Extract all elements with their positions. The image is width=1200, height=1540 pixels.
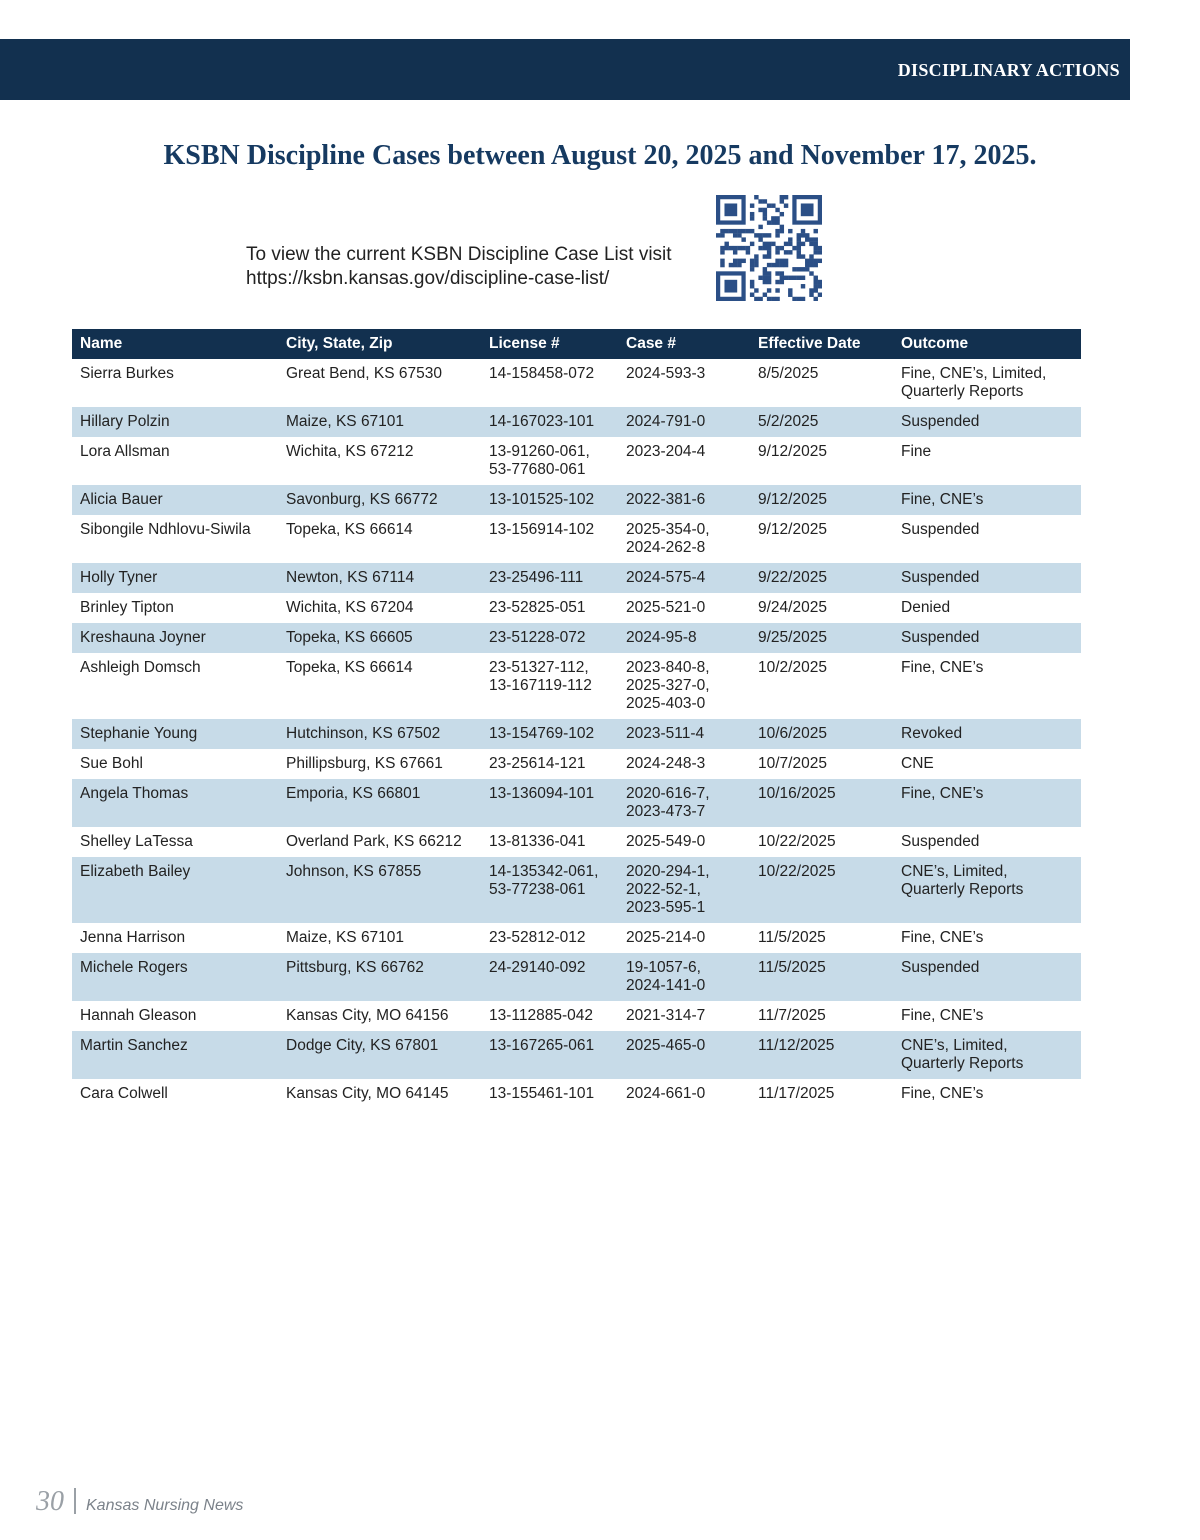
cell-outcome-line: Fine, CNE’s [901, 785, 984, 802]
cell-case-line: 2025-354-0, [626, 521, 710, 538]
cell-date: 9/24/2025 [750, 593, 893, 623]
cell-outcome [893, 719, 1081, 749]
column-header-outcome: Outcome [893, 329, 1081, 359]
cell-date: 10/22/2025 [750, 857, 893, 923]
cell-date: 11/5/2025 [750, 923, 893, 953]
cell-city: Maize, KS 67101 [278, 923, 481, 953]
cell-case-line: 2024-248-3 [626, 755, 706, 772]
cell-case-line: 19-1057-6, [626, 959, 701, 976]
cell-date: 10/16/2025 [750, 779, 893, 827]
cell-license-line: 13-91260-061, [489, 443, 590, 460]
cell-case [618, 749, 750, 779]
cell-license-line: 23-51327-112, [489, 659, 589, 676]
intro-line: To view the current KSBN Discipline Case List visit [246, 244, 672, 265]
cell-outcome-line: Fine, CNE’s [901, 1085, 984, 1102]
cell-outcome-line: Revoked [901, 725, 963, 742]
cell-date: 10/2/2025 [750, 653, 893, 719]
cell-license-line: 53-77680-061 [489, 461, 586, 478]
cell-license-line: 23-52812-012 [489, 929, 586, 946]
intro-text [246, 243, 716, 291]
page-footer [36, 1486, 243, 1518]
cell-name: Lora Allsman [72, 437, 278, 485]
cell-case [618, 719, 750, 749]
cell-name: Sue Bohl [72, 749, 278, 779]
cell-case [618, 623, 750, 653]
cell-name: Holly Tyner [72, 563, 278, 593]
cell-date: 9/12/2025 [750, 485, 893, 515]
qr-code-icon[interactable] [716, 195, 822, 301]
cell-case-line: 2024-262-8 [626, 539, 706, 556]
cell-case-line: 2021-314-7 [626, 1007, 706, 1024]
table-header-row [72, 329, 1081, 359]
cell-outcome [893, 827, 1081, 857]
cell-outcome-line: Suspended [901, 413, 980, 430]
cell-case [618, 653, 750, 719]
cell-date: 11/17/2025 [750, 1079, 893, 1109]
cell-city: Johnson, KS 67855 [278, 857, 481, 923]
cell-license [481, 1079, 618, 1109]
table-row [72, 623, 1081, 653]
cell-outcome [893, 593, 1081, 623]
cell-city: Emporia, KS 66801 [278, 779, 481, 827]
cell-license-line: 23-51228-072 [489, 629, 586, 646]
header-band [0, 39, 1130, 100]
cell-case-line: 2025-403-0 [626, 695, 706, 712]
cell-outcome-line: Fine [901, 443, 932, 460]
cell-license [481, 1001, 618, 1031]
cell-name: Ashleigh Domsch [72, 653, 278, 719]
cell-case-line: 2023-595-1 [626, 899, 706, 916]
table-row [72, 719, 1081, 749]
column-header-date: Effective Date [750, 329, 893, 359]
cell-name: Sibongile Ndhlovu-Siwila [72, 515, 278, 563]
cell-date: 9/22/2025 [750, 563, 893, 593]
cell-city: Hutchinson, KS 67502 [278, 719, 481, 749]
cell-outcome [893, 1079, 1081, 1109]
cell-case-line: 2025-521-0 [626, 599, 706, 616]
cell-case-line: 2024-661-0 [626, 1085, 706, 1102]
cell-license [481, 719, 618, 749]
cell-date: 5/2/2025 [750, 407, 893, 437]
cell-name: Cara Colwell [72, 1079, 278, 1109]
cell-license-line: 13-101525-102 [489, 491, 595, 508]
cell-case-line: 2024-593-3 [626, 365, 706, 382]
cell-license [481, 779, 618, 827]
cell-date: 10/7/2025 [750, 749, 893, 779]
cell-outcome [893, 437, 1081, 485]
cell-outcome [893, 779, 1081, 827]
cell-city: Kansas City, MO 64156 [278, 1001, 481, 1031]
cell-case [618, 1079, 750, 1109]
cell-outcome [893, 623, 1081, 653]
cell-license [481, 359, 618, 407]
cell-case [618, 515, 750, 563]
cell-outcome-line: Suspended [901, 569, 980, 586]
cell-city: Newton, KS 67114 [278, 563, 481, 593]
cell-date: 11/5/2025 [750, 953, 893, 1001]
cell-case-line: 2023-204-4 [626, 443, 706, 460]
cell-outcome-line: Quarterly Reports [901, 1055, 1024, 1072]
cell-license-line: 14-167023-101 [489, 413, 595, 430]
cell-case [618, 437, 750, 485]
cell-outcome-line: Fine, CNE’s [901, 491, 984, 508]
cell-outcome [893, 1031, 1081, 1079]
cell-license-line: 13-136094-101 [489, 785, 595, 802]
cell-outcome-line: CNE [901, 755, 934, 772]
cell-name: Jenna Harrison [72, 923, 278, 953]
cell-outcome-line: Fine, CNE’s [901, 929, 984, 946]
cell-outcome-line: Fine, CNE’s [901, 1007, 984, 1024]
cell-outcome-line: CNE’s, Limited, [901, 863, 1008, 880]
column-header-city: City, State, Zip [278, 329, 481, 359]
cell-case [618, 593, 750, 623]
cell-outcome [893, 953, 1081, 1001]
cell-license [481, 563, 618, 593]
cell-outcome [893, 749, 1081, 779]
cell-name: Hannah Gleason [72, 1001, 278, 1031]
cell-license-line: 23-25614-121 [489, 755, 586, 772]
cell-outcome [893, 485, 1081, 515]
cell-case-line: 2023-473-7 [626, 803, 706, 820]
cell-case-line: 2025-327-0, [626, 677, 710, 694]
column-header-license: License # [481, 329, 618, 359]
cell-name: Angela Thomas [72, 779, 278, 827]
cell-city: Pittsburg, KS 66762 [278, 953, 481, 1001]
cell-date: 9/25/2025 [750, 623, 893, 653]
cell-case [618, 923, 750, 953]
table-body [72, 359, 1081, 1109]
table-row [72, 779, 1081, 827]
cell-license [481, 749, 618, 779]
cell-date: 10/22/2025 [750, 827, 893, 857]
table-row [72, 1001, 1081, 1031]
cell-outcome-line: CNE’s, Limited, [901, 1037, 1008, 1054]
cell-city: Wichita, KS 67204 [278, 593, 481, 623]
cell-license [481, 593, 618, 623]
cell-outcome-line: Suspended [901, 833, 980, 850]
column-header-case: Case # [618, 329, 750, 359]
cell-outcome-line: Denied [901, 599, 951, 616]
cell-license-line: 13-112885-042 [489, 1007, 593, 1024]
cell-outcome [893, 857, 1081, 923]
cell-case-line: 2024-575-4 [626, 569, 706, 586]
cell-license-line: 53-77238-061 [489, 881, 586, 898]
cell-case-line: 2022-381-6 [626, 491, 706, 508]
case-list-url[interactable]: https://ksbn.kansas.gov/discipline-case-list/ [246, 268, 610, 289]
cell-outcome [893, 923, 1081, 953]
cell-name: Hillary Polzin [72, 407, 278, 437]
cell-outcome [893, 359, 1081, 407]
cell-case-line: 2024-791-0 [626, 413, 706, 430]
cell-license [481, 437, 618, 485]
table-row [72, 827, 1081, 857]
cell-city: Phillipsburg, KS 67661 [278, 749, 481, 779]
cell-case-line: 2025-214-0 [626, 929, 706, 946]
cell-case [618, 359, 750, 407]
cell-case-line: 2024-95-8 [626, 629, 697, 646]
cell-name: Brinley Tipton [72, 593, 278, 623]
footer-divider [74, 1488, 76, 1514]
table-row [72, 857, 1081, 923]
cell-license-line: 13-155461-101 [489, 1085, 595, 1102]
cell-name: Elizabeth Bailey [72, 857, 278, 923]
cell-name: Stephanie Young [72, 719, 278, 749]
cell-city: Maize, KS 67101 [278, 407, 481, 437]
cell-license [481, 485, 618, 515]
table-row [72, 407, 1081, 437]
cell-case [618, 407, 750, 437]
cell-license-line: 24-29140-092 [489, 959, 586, 976]
cell-name: Alicia Bauer [72, 485, 278, 515]
cell-license-line: 13-156914-102 [489, 521, 595, 538]
cell-case [618, 779, 750, 827]
cell-case-line: 2020-616-7, [626, 785, 710, 802]
table-row [72, 923, 1081, 953]
table-row [72, 1079, 1081, 1109]
cell-outcome [893, 515, 1081, 563]
cell-license-line: 14-158458-072 [489, 365, 595, 382]
cell-case [618, 1001, 750, 1031]
cell-outcome [893, 563, 1081, 593]
cell-city: Wichita, KS 67212 [278, 437, 481, 485]
cell-city: Dodge City, KS 67801 [278, 1031, 481, 1079]
cell-outcome [893, 407, 1081, 437]
cell-date: 11/7/2025 [750, 1001, 893, 1031]
cell-name: Kreshauna Joyner [72, 623, 278, 653]
cell-outcome-line: Fine, CNE’s [901, 659, 984, 676]
cell-city: Kansas City, MO 64145 [278, 1079, 481, 1109]
cell-case-line: 2025-549-0 [626, 833, 706, 850]
cell-license [481, 953, 618, 1001]
cell-case [618, 1031, 750, 1079]
section-label: DISCIPLINARY ACTIONS [897, 60, 1120, 80]
cell-date: 11/12/2025 [750, 1031, 893, 1079]
page-title: KSBN Discipline Cases between August 20, 2025 and November 17, 2025. [163, 140, 1037, 171]
cell-license [481, 1031, 618, 1079]
cell-name: Michele Rogers [72, 953, 278, 1001]
table-row [72, 515, 1081, 563]
cell-license-line: 13-81336-041 [489, 833, 586, 850]
cell-case-line: 2023-511-4 [626, 725, 705, 742]
cell-outcome-line: Quarterly Reports [901, 881, 1024, 898]
cell-city: Overland Park, KS 66212 [278, 827, 481, 857]
discipline-table [72, 329, 1081, 1109]
cell-outcome-line: Fine, CNE’s, Limited, [901, 365, 1047, 382]
cell-city: Great Bend, KS 67530 [278, 359, 481, 407]
cell-date: 9/12/2025 [750, 437, 893, 485]
table-row [72, 593, 1081, 623]
cell-outcome-line: Quarterly Reports [901, 383, 1024, 400]
cell-case [618, 563, 750, 593]
table-row [72, 563, 1081, 593]
cell-license-line: 13-167119-112 [489, 677, 592, 694]
publication-name: Kansas Nursing News [86, 1497, 244, 1514]
cell-name: Martin Sanchez [72, 1031, 278, 1079]
cell-outcome [893, 653, 1081, 719]
cell-license-line: 14-135342-061, [489, 863, 599, 880]
table-row [72, 1031, 1081, 1079]
cell-license [481, 653, 618, 719]
cell-license [481, 827, 618, 857]
table-row [72, 485, 1081, 515]
cell-license [481, 923, 618, 953]
cell-outcome [893, 1001, 1081, 1031]
cell-license [481, 623, 618, 653]
cell-license [481, 857, 618, 923]
cell-license [481, 407, 618, 437]
cell-case-line: 2024-141-0 [626, 977, 706, 994]
cell-city: Topeka, KS 66605 [278, 623, 481, 653]
cell-date: 8/5/2025 [750, 359, 893, 407]
cell-date: 9/12/2025 [750, 515, 893, 563]
column-header-name: Name [72, 329, 278, 359]
cell-case-line: 2022-52-1, [626, 881, 701, 898]
cell-city: Topeka, KS 66614 [278, 515, 481, 563]
table-row [72, 749, 1081, 779]
cell-name: Shelley LaTessa [72, 827, 278, 857]
cell-case [618, 827, 750, 857]
cell-license [481, 515, 618, 563]
cell-license-line: 13-167265-061 [489, 1037, 595, 1054]
cell-case [618, 953, 750, 1001]
cell-name: Sierra Burkes [72, 359, 278, 407]
cell-case-line: 2020-294-1, [626, 863, 710, 880]
cell-case [618, 857, 750, 923]
cell-outcome-line: Suspended [901, 959, 980, 976]
cell-license-line: 13-154769-102 [489, 725, 595, 742]
cell-outcome-line: Suspended [901, 629, 980, 646]
cell-license-line: 23-52825-051 [489, 599, 586, 616]
cell-outcome-line: Suspended [901, 521, 980, 538]
cell-license-line: 23-25496-111 [489, 569, 584, 586]
table-row [72, 437, 1081, 485]
table-row [72, 653, 1081, 719]
cell-city: Savonburg, KS 66772 [278, 485, 481, 515]
cell-case-line: 2025-465-0 [626, 1037, 706, 1054]
cell-date: 10/6/2025 [750, 719, 893, 749]
table-row [72, 953, 1081, 1001]
cell-case-line: 2023-840-8, [626, 659, 710, 676]
table-row [72, 359, 1081, 407]
page-number: 30 [36, 1486, 64, 1517]
cell-city: Topeka, KS 66614 [278, 653, 481, 719]
cell-case [618, 485, 750, 515]
